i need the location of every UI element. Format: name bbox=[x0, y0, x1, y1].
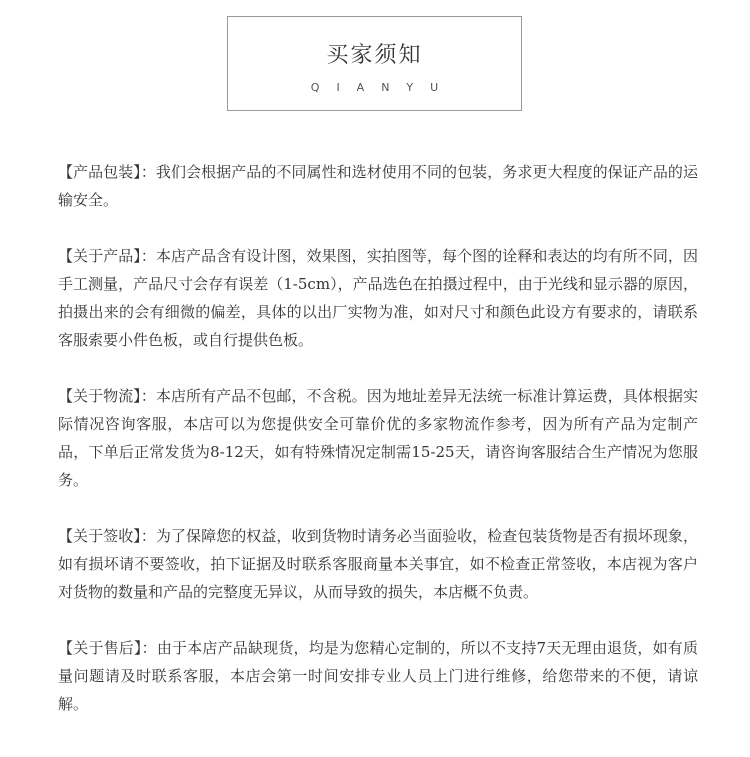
page-subtitle: QIANYU bbox=[310, 81, 456, 94]
section-text: ：本店所有产品不包邮，不含税。因为地址差异无法统一标准计算运费，具体根据实际情况咨询客服，本店可以为您提供安全可靠价优的多家物流作参考，因为所有产品为定制产品，下单后正常发货为8-12天，如有特殊情况定制需15-25天，请咨询客服结合生产情况为您服务。 bbox=[58, 387, 698, 489]
section-tag: 【关于物流】 bbox=[58, 387, 141, 405]
section-tag: 【产品包装】 bbox=[58, 163, 141, 181]
section-logistics bbox=[58, 382, 698, 494]
section-tag: 【关于产品】 bbox=[58, 247, 141, 265]
section-text: ：由于本店产品缺现货，均是为您精心定制的，所以不支持7天无理由退货，如有质量问题请及时联系客服，本店会第一时间安排专业人员上门进行维修，给您带来的不便，请谅解。 bbox=[58, 639, 698, 713]
header-frame bbox=[227, 16, 522, 111]
notice-content bbox=[58, 158, 698, 746]
section-tag: 【关于售后】 bbox=[58, 639, 142, 657]
section-tag: 【关于签收】 bbox=[58, 527, 141, 545]
section-text: ：我们会根据产品的不同属性和选材使用不同的包装，务求更大程度的保证产品的运输安全。 bbox=[58, 163, 698, 209]
page-title: 买家须知 bbox=[326, 43, 423, 68]
section-text: ：本店产品含有设计图，效果图，实拍图等，每个图的诠释和表达的均有所不同，因手工测量，产品尺寸会存有误差（1-5cm），产品选色在拍摄过程中，由于光线和显示器的原因，拍摄出来的会有细微的偏差，具体的以出厂实物为准，如对尺寸和颜色此设方有要求的，请联系客服索要小件色板，或自行提供色板。 bbox=[58, 247, 698, 349]
section-packaging bbox=[58, 158, 698, 214]
section-after-sales bbox=[58, 634, 698, 718]
section-product bbox=[58, 242, 698, 354]
section-receipt bbox=[58, 522, 698, 606]
section-text: ：为了保障您的权益，收到货物时请务必当面验收，检查包装货物是否有损坏现象，如有损坏请不要签收，拍下证据及时联系客服商量本关事宜，如不检查正常签收，本店视为客户对货物的数量和产品的完整度无异议，从而导致的损失，本店概不负责。 bbox=[58, 527, 698, 601]
